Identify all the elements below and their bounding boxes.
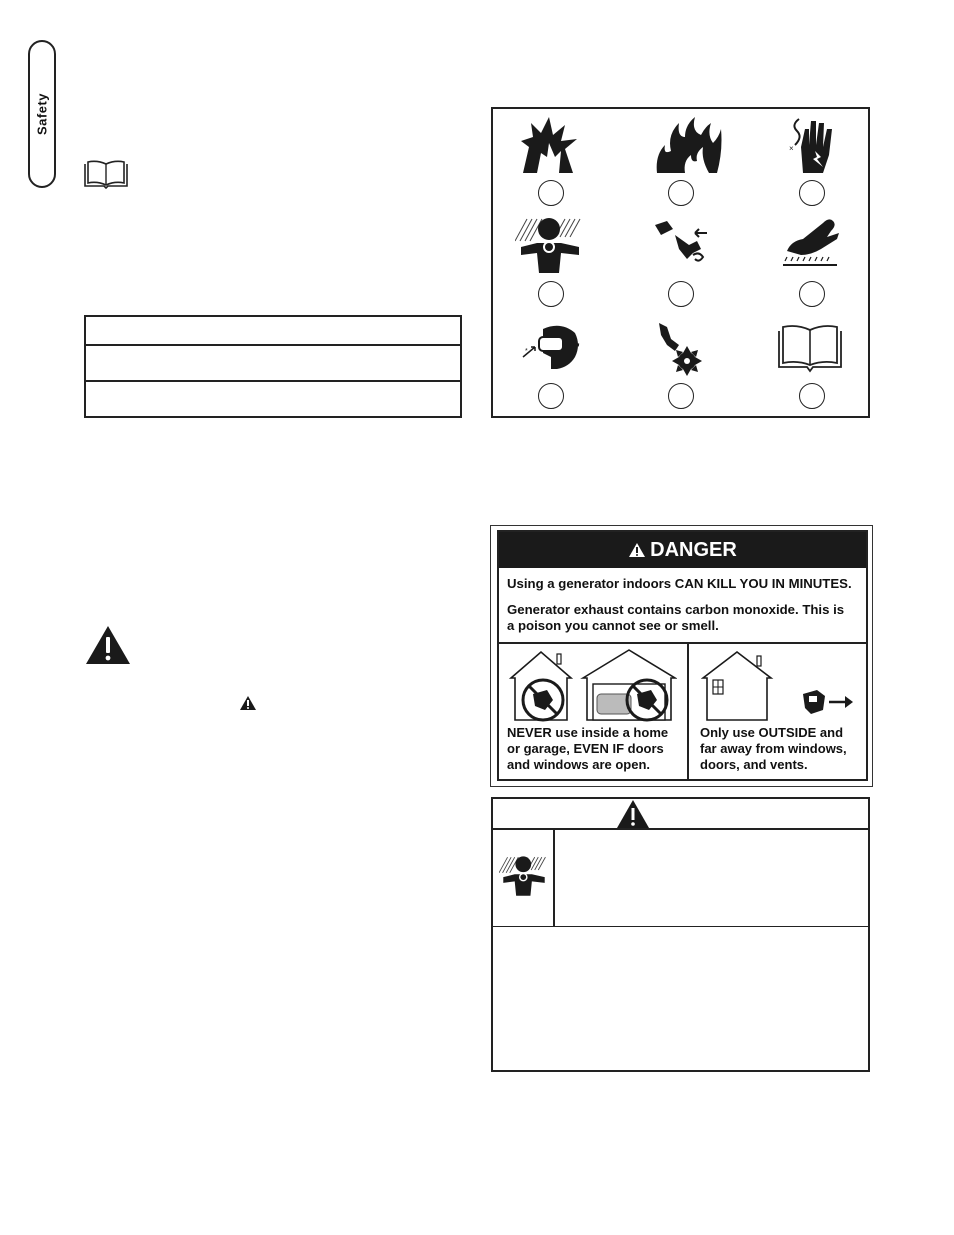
section-tab-label: Safety [34, 92, 50, 136]
indoor-caption-2: or garage, EVEN IF doors [507, 741, 664, 756]
symbol-circle [538, 383, 564, 409]
toxic-fumes-icon [499, 851, 549, 899]
kickback-icon [653, 219, 711, 269]
read-manual-icon [777, 325, 843, 373]
danger-header [499, 532, 866, 568]
indoor-caption-1: NEVER use inside a home [507, 725, 669, 740]
danger-title: DANGER [650, 538, 737, 561]
fire-icon [655, 115, 723, 175]
outdoor-caption-2: far away from windows, [700, 741, 847, 756]
read-manual-icon [83, 160, 129, 190]
moving-parts-icon [653, 321, 707, 377]
warning-triangle-icon [616, 799, 650, 829]
indoor-caption-3: and windows are open. [507, 757, 651, 772]
outdoor-caption-3: doors, and vents. [700, 757, 808, 772]
danger-divider [499, 642, 866, 644]
electrical-shock-icon [787, 117, 839, 175]
hot-surface-icon [781, 215, 843, 271]
no-indoor-use-illustration [507, 648, 677, 722]
toxic-fumes-icon [515, 213, 585, 275]
symbol-circle [668, 180, 694, 206]
explosion-icon [519, 117, 579, 175]
warning-body-divider [493, 926, 868, 927]
small-warning-triangle-icon [239, 695, 257, 711]
danger-column-divider [687, 642, 689, 781]
eye-protection-icon [521, 323, 581, 375]
danger-triangle-icon [628, 542, 646, 558]
symbol-circle [538, 281, 564, 307]
hazard-symbols-panel [491, 107, 870, 418]
warning-triangle-icon [85, 625, 131, 665]
symbol-circle [538, 180, 564, 206]
outdoor-use-illustration [701, 648, 863, 722]
symbol-circle [668, 281, 694, 307]
symbol-circle [799, 383, 825, 409]
signal-word-table [84, 315, 462, 418]
co-warning-box [491, 797, 870, 1072]
svg-text:×: × [789, 144, 794, 153]
table-row [86, 344, 460, 346]
outdoor-caption-1: Only use OUTSIDE and [700, 725, 844, 740]
danger-line-1: Using a generator indoors CAN KILL YOU IN MINUTES. [507, 576, 852, 591]
danger-line-2b: a poison you cannot see or smell. [507, 618, 719, 633]
warning-icon-divider [553, 828, 555, 926]
table-row [86, 380, 460, 382]
danger-label [497, 530, 868, 781]
danger-line-2a: Generator exhaust contains carbon monoxide. This is [507, 602, 845, 617]
svg-text:*: * [525, 348, 528, 355]
symbol-circle [668, 383, 694, 409]
warning-header-divider [493, 828, 868, 830]
symbol-circle [799, 180, 825, 206]
symbol-circle [799, 281, 825, 307]
